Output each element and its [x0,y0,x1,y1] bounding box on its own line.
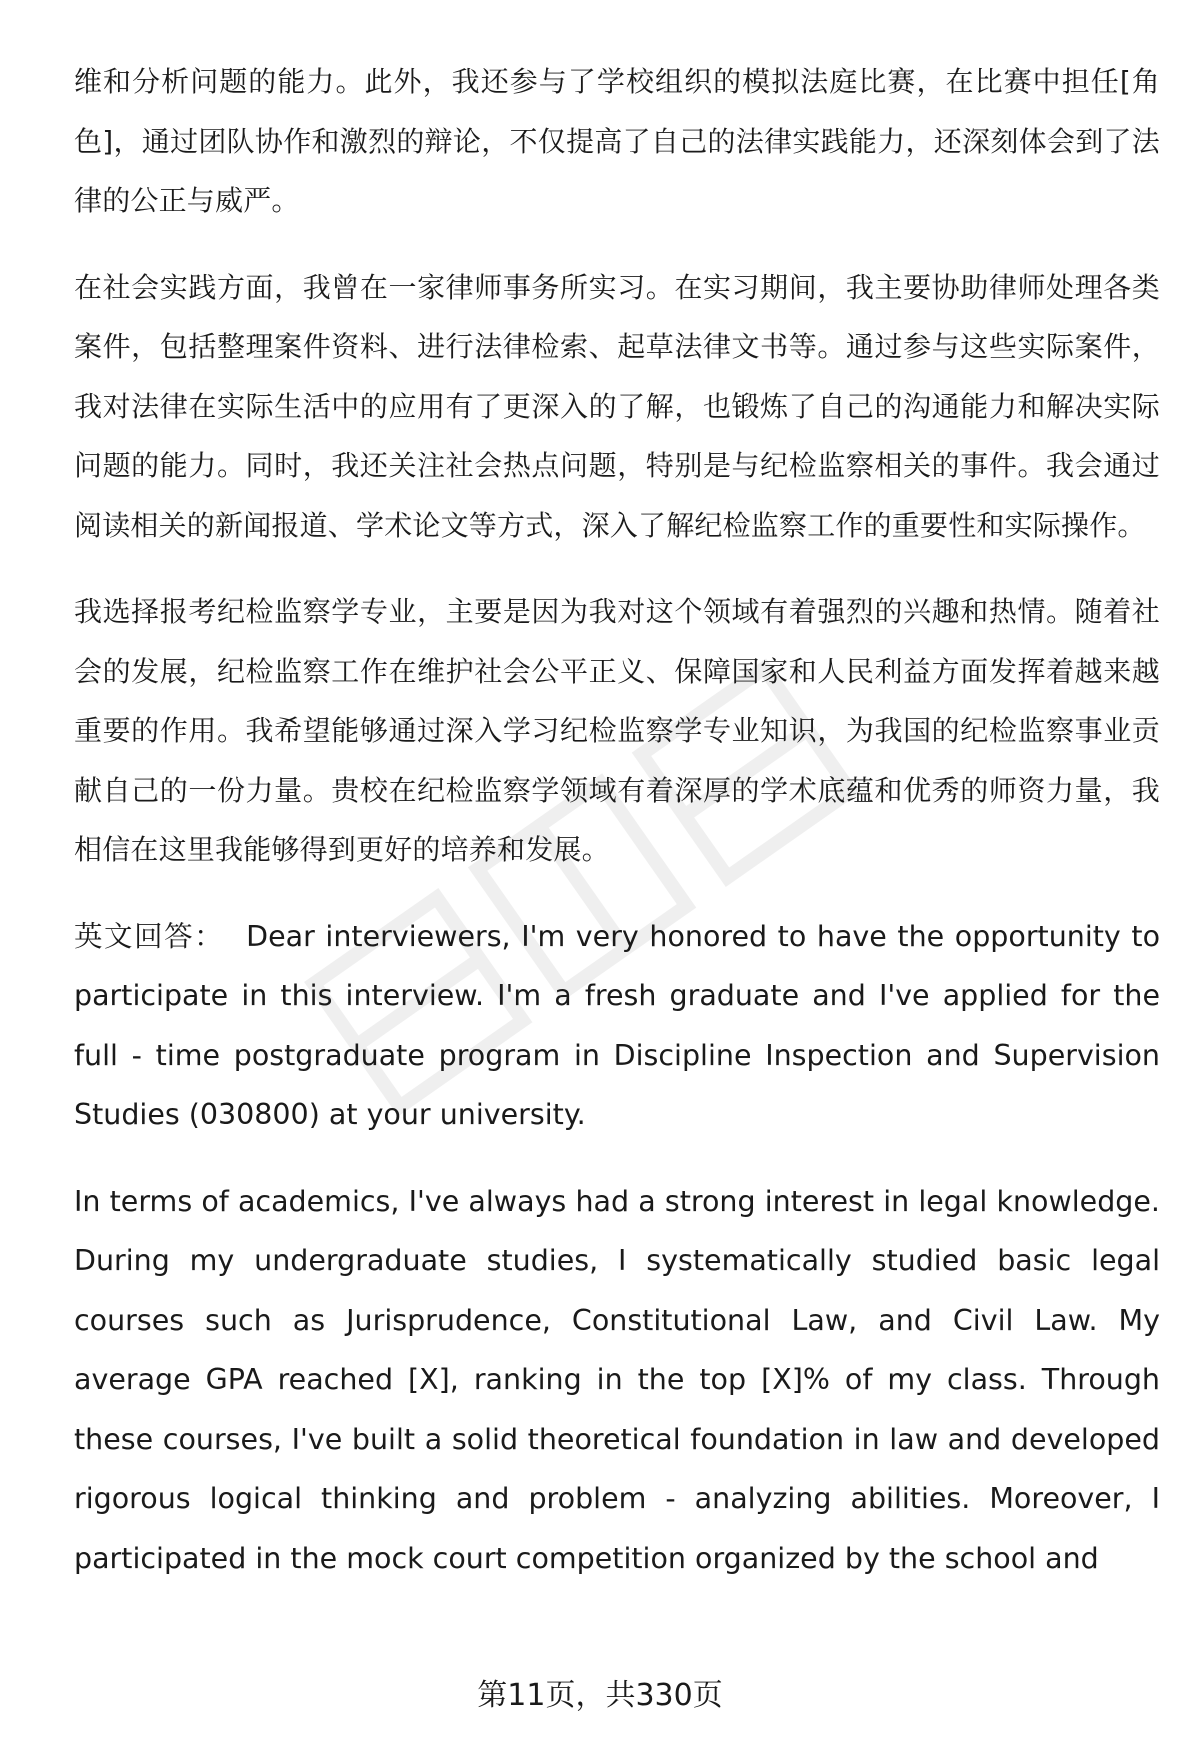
paragraph-3: 我选择报考纪检监察学专业，主要是因为我对这个领域有着强烈的兴趣和热情。随着社会的发展，纪检监察工作在维护社会公平正义、保障国家和人民利益方面发挥着越来越重要的作用。我希望能够通过深入学习纪检监察学专业知识，为我国的纪检监察事业贡献自己的一份力量。贵校在纪检监察学领域有着深厚的学术底蕴和优秀的师资力量，我相信在这里我能够得到更好的培养和发展。 [74,595,1160,866]
english-answer-label: 英文回答： [74,919,225,953]
paragraph-1: 维和分析问题的能力。此外，我还参与了学校组织的模拟法庭比赛，在比赛中担任[角色]，通过团队协作和激烈的辩论，不仅提高了自己的法律实践能力，还深刻体会到了法律的公正与威严。 [74,65,1160,217]
english-answer-paragraph [74,907,1160,1145]
english-paragraph-2: In terms of academics, I've always had a strong interest in legal knowledge. During my undergraduate studies, I systematically studied basic legal courses such as Jurisprudence, Constitutional Law, and Civil Law. My average GPA reached [X], ranking in the top [X]% of my class. Through these courses, I've built a solid theoretical foundation in law and developed rigorous logical thinking and problem - analyzing abilities. Moreover, I participated in the mock court competition organized by the school and [74,1184,1160,1575]
main-content [74,52,1160,1615]
page-indicator: 第11页，共330页 [477,1678,723,1713]
paragraph-2: 在社会实践方面，我曾在一家律师事务所实习。在实习期间，我主要协助律师处理各类案件，包括整理案件资料、进行法律检索、起草法律文书等。通过参与这些实际案件，我对法律在实际生活中的应用有了更深入的了解，也锻炼了自己的沟通能力和解决实际问题的能力。同时，我还关注社会热点问题，特别是与纪检监察相关的事件。我会通过阅读相关的新闻报道、学术论文等方式，深入了解纪检监察工作的重要性和实际操作。 [74,270,1160,542]
english-answer-text: Dear interviewers, I'm very honored to have the opportunity to participate in this interview. I'm a fresh graduate and I've applied for the full - time postgraduate program in Discipline Inspection and Supervision Studies (030800) at your university. [74,919,1160,1131]
